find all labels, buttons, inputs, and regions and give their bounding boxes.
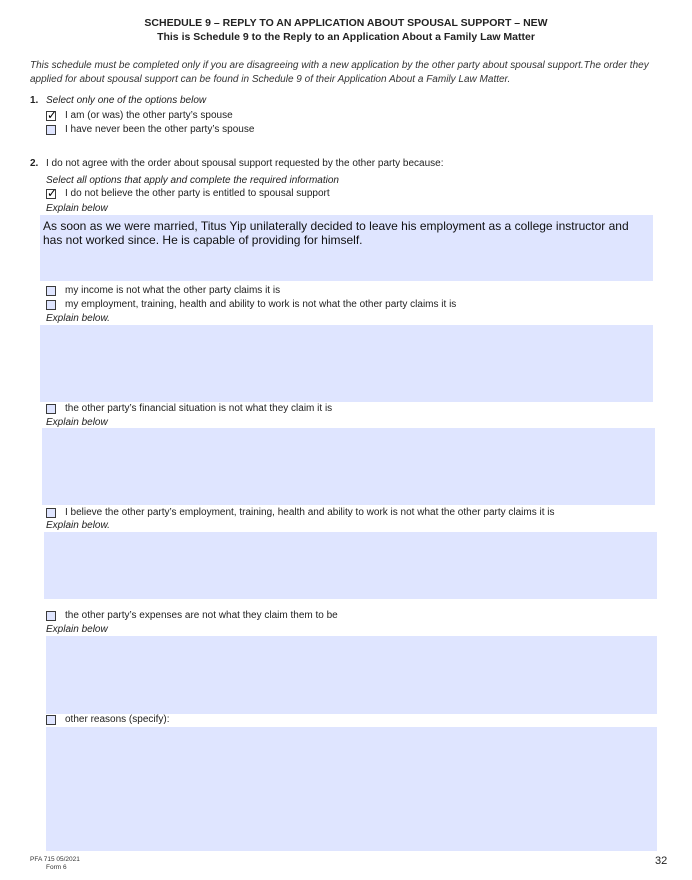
other-employment-explanation-field[interactable] (44, 532, 657, 599)
explain-mine-label: Explain below. (46, 313, 110, 324)
my-employment-checkbox[interactable] (46, 300, 56, 310)
my-employment-label: my employment, training, health and ability to work is not what the other party claims it is (65, 299, 457, 310)
not-entitled-checkbox[interactable] (46, 189, 56, 199)
financial-checkbox[interactable] (46, 404, 56, 414)
schedule-subtitle: This is Schedule 9 to the Reply to an Application About a Family Law Matter (157, 31, 535, 43)
explain-expenses-label: Explain below (46, 624, 108, 635)
expenses-label: the other party’s expenses are not what they claim them to be (65, 610, 338, 621)
section-2-statement: I do not agree with the order about spousal support requested by the other party because: (46, 158, 444, 169)
not-entitled-label: I do not believe the other party is entitled to spousal support (65, 188, 330, 199)
other-reasons-checkbox[interactable] (46, 715, 56, 725)
spouse-never-checkbox[interactable] (46, 125, 56, 135)
financial-label: the other party’s financial situation is not what they claim it is (65, 403, 333, 414)
spouse-never-label: I have never been the other party’s spouse (65, 124, 255, 135)
section-2-instruction: Select all options that apply and complete the required information (46, 175, 339, 186)
other-reasons-label: other reasons (specify): (65, 714, 170, 725)
form-code: PFA 715 05/2021 (30, 856, 80, 863)
explain-entitled-label: Explain below (46, 203, 108, 214)
other-reasons-field[interactable] (46, 727, 657, 851)
expenses-explanation-field[interactable] (46, 636, 657, 714)
income-checkbox[interactable] (46, 286, 56, 296)
not-entitled-explanation-field[interactable]: As soon as we were married, Titus Yip unilaterally decided to leave his employment as a college instructor and has not worked since. He is capable of providing for himself. (40, 215, 653, 281)
section-2-number: 2. (30, 158, 39, 169)
income-label: my income is not what the other party claims it is (65, 285, 281, 296)
other-employment-label: I believe the other party’s employment, training, health and ability to work is not what the other party claims it is (65, 507, 555, 518)
financial-explanation-field[interactable] (42, 428, 655, 505)
form-number: Form 6 (46, 864, 67, 871)
spouse-yes-label: I am (or was) the other party’s spouse (65, 110, 233, 121)
explain-financial-label: Explain below (46, 417, 108, 428)
section-1-instruction: Select only one of the options below (46, 95, 207, 106)
schedule-title: SCHEDULE 9 – REPLY TO AN APPLICATION ABOUT SPOUSAL SUPPORT – NEW (144, 17, 548, 29)
my-situation-explanation-field[interactable] (40, 325, 653, 402)
expenses-checkbox[interactable] (46, 611, 56, 621)
spouse-yes-checkbox[interactable] (46, 111, 56, 121)
explain-other-employment-label: Explain below. (46, 520, 110, 531)
schedule-intro: This schedule must be completed only if you are disagreeing with a new application by the other party about spousal support.The order they applied for about spousal support can be found in Schedule 9 of their Application About a Family Law Matter. (30, 60, 649, 85)
section-1-number: 1. (30, 95, 39, 106)
other-employment-checkbox[interactable] (46, 508, 56, 518)
page-number: 32 (655, 855, 668, 867)
